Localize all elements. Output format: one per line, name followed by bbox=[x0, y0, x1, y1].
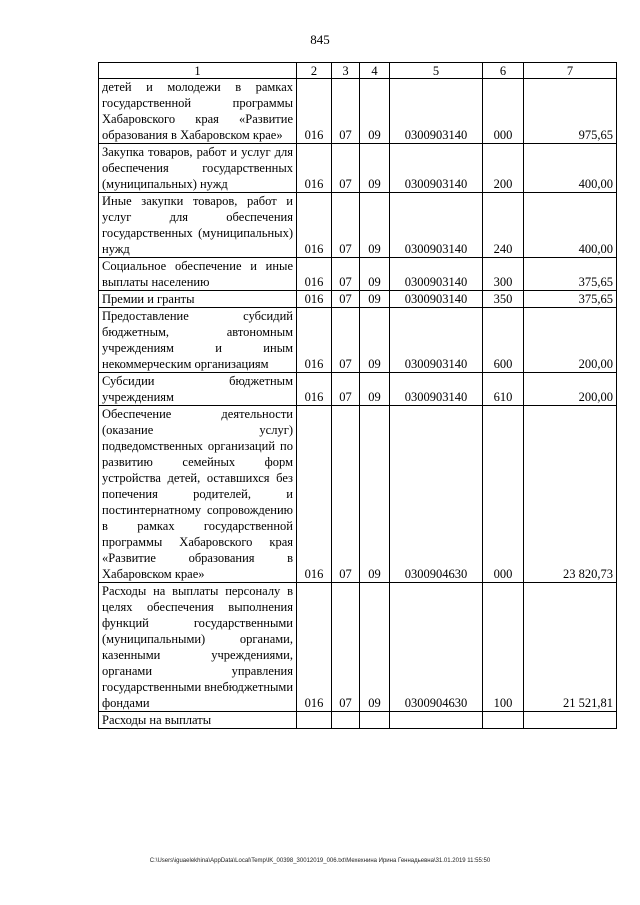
row-subsection: 09 bbox=[360, 258, 390, 291]
table-row bbox=[99, 712, 617, 729]
row-subsection: 09 bbox=[360, 406, 390, 583]
row-name: детей и молодежи в рамках государственной программы Хабаровского края «Развитие образования в Хабаровском крае» bbox=[99, 79, 297, 144]
row-name: Иные закупки товаров, работ и услуг для обеспечения государственных (муниципальных) нужд bbox=[99, 193, 297, 258]
table-row bbox=[99, 406, 617, 583]
row-ministry: 016 bbox=[297, 79, 332, 144]
row-type: 240 bbox=[483, 193, 524, 258]
row-target: 0300904630 bbox=[390, 406, 483, 583]
row-name: Закупка товаров, работ и услуг для обеспечения государственных (муниципальных) нужд bbox=[99, 144, 297, 193]
row-section: 07 bbox=[332, 144, 360, 193]
row-subsection: 09 bbox=[360, 144, 390, 193]
row-ministry: 016 bbox=[297, 291, 332, 308]
row-section: 07 bbox=[332, 308, 360, 373]
row-section: 07 bbox=[332, 406, 360, 583]
row-name: Субсидии бюджетным учреждениям bbox=[99, 373, 297, 406]
table-row bbox=[99, 193, 617, 258]
row-amount: 975,65 bbox=[524, 79, 617, 144]
row-name: Обеспечение деятельности (оказание услуг) подведомственных организаций по развитию семейных форм устройства детей, оставшихся без попечения родителей, и постинтернатному сопровождению в рамках государственной программы Хабаровского края «Развитие образования в Хабаровском крае» bbox=[99, 406, 297, 583]
row-name: Премии и гранты bbox=[99, 291, 297, 308]
row-name: Расходы на выплаты bbox=[99, 712, 297, 729]
row-subsection: 09 bbox=[360, 193, 390, 258]
row-section: 07 bbox=[332, 79, 360, 144]
budget-table bbox=[98, 62, 617, 729]
row-amount: 200,00 bbox=[524, 308, 617, 373]
row-section: 07 bbox=[332, 373, 360, 406]
header-col-6: 6 bbox=[483, 63, 524, 79]
header-col-3: 3 bbox=[332, 63, 360, 79]
row-ministry: 016 bbox=[297, 308, 332, 373]
row-amount: 400,00 bbox=[524, 193, 617, 258]
page-number: 845 bbox=[310, 32, 330, 47]
row-type: 350 bbox=[483, 291, 524, 308]
row-amount bbox=[524, 712, 617, 729]
table-row bbox=[99, 583, 617, 712]
row-subsection: 09 bbox=[360, 373, 390, 406]
row-section: 07 bbox=[332, 258, 360, 291]
row-type: 600 bbox=[483, 308, 524, 373]
row-amount: 375,65 bbox=[524, 258, 617, 291]
row-subsection: 09 bbox=[360, 79, 390, 144]
table-row bbox=[99, 144, 617, 193]
row-section: 07 bbox=[332, 583, 360, 712]
header-col-7: 7 bbox=[524, 63, 617, 79]
row-ministry bbox=[297, 712, 332, 729]
row-amount: 23 820,73 bbox=[524, 406, 617, 583]
row-ministry: 016 bbox=[297, 144, 332, 193]
row-amount: 375,65 bbox=[524, 291, 617, 308]
header-col-5: 5 bbox=[390, 63, 483, 79]
row-section bbox=[332, 712, 360, 729]
row-section: 07 bbox=[332, 291, 360, 308]
row-target: 0300903140 bbox=[390, 144, 483, 193]
row-ministry: 016 bbox=[297, 373, 332, 406]
row-type: 610 bbox=[483, 373, 524, 406]
row-amount: 21 521,81 bbox=[524, 583, 617, 712]
row-type: 000 bbox=[483, 79, 524, 144]
row-target: 0300903140 bbox=[390, 258, 483, 291]
row-type: 100 bbox=[483, 583, 524, 712]
table-row bbox=[99, 308, 617, 373]
row-target: 0300903140 bbox=[390, 193, 483, 258]
row-target: 0300903140 bbox=[390, 291, 483, 308]
row-ministry: 016 bbox=[297, 193, 332, 258]
row-type: 200 bbox=[483, 144, 524, 193]
table-row bbox=[99, 79, 617, 144]
header-col-2: 2 bbox=[297, 63, 332, 79]
row-subsection bbox=[360, 712, 390, 729]
row-name: Расходы на выплаты персоналу в целях обеспечения выполнения функций государственными (муниципальными) органами, казенными учреждениями, органами управления государственными внебюджетными фондами bbox=[99, 583, 297, 712]
row-section: 07 bbox=[332, 193, 360, 258]
row-target: 0300903140 bbox=[390, 79, 483, 144]
row-type: 000 bbox=[483, 406, 524, 583]
row-type: 300 bbox=[483, 258, 524, 291]
table-row bbox=[99, 291, 617, 308]
row-name: Социальное обеспечение и иные выплаты населению bbox=[99, 258, 297, 291]
table-row bbox=[99, 373, 617, 406]
table-row bbox=[99, 258, 617, 291]
file-path-footer: C:\Users\iguaelekhina\AppData\Local\Temp\IK_00398_30012019_006.txt\Мехехнина Ирина Геннадьевна\31.01.2019 11:55:50 bbox=[149, 858, 491, 864]
row-subsection: 09 bbox=[360, 291, 390, 308]
row-target: 0300904630 bbox=[390, 583, 483, 712]
row-ministry: 016 bbox=[297, 583, 332, 712]
row-target: 0300903140 bbox=[390, 373, 483, 406]
row-amount: 400,00 bbox=[524, 144, 617, 193]
row-ministry: 016 bbox=[297, 406, 332, 583]
row-type bbox=[483, 712, 524, 729]
header-col-1: 1 bbox=[99, 63, 297, 79]
row-target: 0300903140 bbox=[390, 308, 483, 373]
row-subsection: 09 bbox=[360, 583, 390, 712]
row-amount: 200,00 bbox=[524, 373, 617, 406]
row-ministry: 016 bbox=[297, 258, 332, 291]
row-target bbox=[390, 712, 483, 729]
row-name: Предоставление субсидий бюджетным, автономным учреждениям и иным некоммерческим организациям bbox=[99, 308, 297, 373]
row-subsection: 09 bbox=[360, 308, 390, 373]
header-col-4: 4 bbox=[360, 63, 390, 79]
header-row bbox=[99, 63, 617, 79]
